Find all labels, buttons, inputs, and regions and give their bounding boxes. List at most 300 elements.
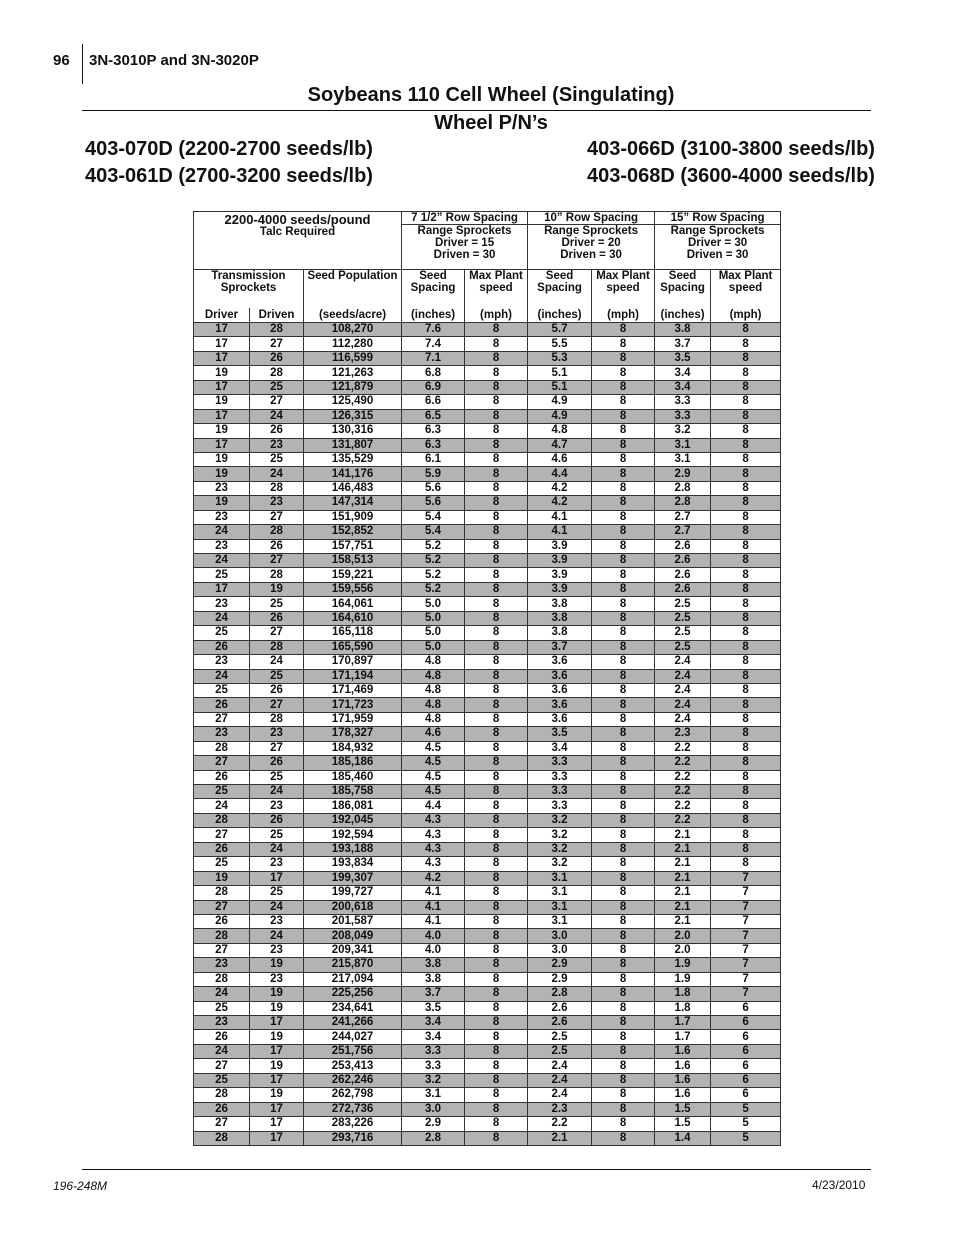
table-cell: 24: [194, 611, 250, 625]
table-cell: 165,590: [304, 640, 402, 654]
table-row: [194, 611, 781, 625]
table-cell: 8: [465, 1131, 528, 1145]
table-cell: 28: [250, 568, 304, 582]
table-cell: 8: [592, 438, 655, 452]
table-cell: 24: [250, 785, 304, 799]
driver-label: Driver = 20: [561, 237, 621, 249]
table-cell: 4.1: [402, 886, 465, 900]
table-cell: 17: [250, 1073, 304, 1087]
table-cell: 146,483: [304, 481, 402, 495]
table-row: [194, 452, 781, 466]
table-cell: 3.7: [402, 987, 465, 1001]
table-cell: 2.9: [528, 972, 592, 986]
table-cell: 26: [250, 424, 304, 438]
table-cell: 23: [250, 857, 304, 871]
table-cell: 2.2: [655, 785, 711, 799]
table-cell: 2.4: [528, 1073, 592, 1087]
table-cell: 4.5: [402, 770, 465, 784]
table-cell: 27: [194, 828, 250, 842]
table-cell: 8: [711, 698, 781, 712]
table-cell: 244,027: [304, 1030, 402, 1044]
table-cell: 8: [711, 467, 781, 481]
table-cell: 17: [250, 1044, 304, 1058]
table-cell: 1.9: [655, 972, 711, 986]
table-cell: 23: [194, 481, 250, 495]
table-cell: 3.2: [528, 857, 592, 871]
table-cell: 3.1: [402, 1088, 465, 1102]
table-cell: 23: [194, 510, 250, 524]
table-cell: 23: [194, 727, 250, 741]
table-cell: 8: [465, 1088, 528, 1102]
table-cell: 4.9: [528, 409, 592, 423]
table-cell: 8: [711, 669, 781, 683]
table-cell: 2.6: [655, 539, 711, 553]
table-cell: 184,932: [304, 741, 402, 755]
table-cell: 8: [592, 683, 655, 697]
table-cell: 241,266: [304, 1016, 402, 1030]
table-cell: 26: [250, 539, 304, 553]
table-cell: 8: [465, 452, 528, 466]
spacing-title: 10” Row Spacing: [528, 212, 654, 225]
table-cell: 19: [250, 582, 304, 596]
table-cell: 2.5: [528, 1030, 592, 1044]
table-cell: 5.2: [402, 539, 465, 553]
population-unit: (seeds/acre): [304, 308, 402, 323]
spacing-10-header: [528, 212, 655, 270]
table-cell: 8: [592, 568, 655, 582]
table-cell: 2.4: [655, 712, 711, 726]
table-cell: 17: [194, 438, 250, 452]
mph-unit: (mph): [592, 308, 655, 323]
table-cell: 2.4: [528, 1088, 592, 1102]
table-cell: 8: [592, 770, 655, 784]
table-cell: 8: [465, 958, 528, 972]
table-row: [194, 366, 781, 380]
table-cell: 8: [465, 438, 528, 452]
table-cell: 7: [711, 914, 781, 928]
seed-spacing-header: Seed Spacing: [528, 270, 592, 309]
table-cell: 19: [194, 871, 250, 885]
table-cell: 1.6: [655, 1059, 711, 1073]
table-cell: 24: [250, 842, 304, 856]
table-cell: 8: [465, 582, 528, 596]
table-cell: 2.6: [655, 582, 711, 596]
table-cell: 2.0: [655, 943, 711, 957]
table-cell: 199,727: [304, 886, 402, 900]
table-cell: 24: [194, 799, 250, 813]
table-cell: 26: [250, 683, 304, 697]
table-cell: 26: [194, 1102, 250, 1116]
table-cell: 3.1: [655, 438, 711, 452]
table-cell: 4.9: [528, 395, 592, 409]
table-cell: 8: [592, 929, 655, 943]
table-cell: 8: [465, 467, 528, 481]
table-cell: 121,263: [304, 366, 402, 380]
table-cell: 4.8: [528, 424, 592, 438]
table-cell: 25: [250, 828, 304, 842]
table-cell: 8: [711, 351, 781, 365]
table-cell: 8: [592, 1131, 655, 1145]
table-cell: 4.2: [402, 871, 465, 885]
table-cell: 6.3: [402, 438, 465, 452]
table-cell: 6: [711, 1016, 781, 1030]
table-cell: 2.6: [655, 554, 711, 568]
table-cell: 8: [465, 799, 528, 813]
table-cell: 293,716: [304, 1131, 402, 1145]
table-cell: 3.2: [528, 828, 592, 842]
table-cell: 8: [465, 1102, 528, 1116]
table-cell: 5: [711, 1102, 781, 1116]
table-cell: 8: [465, 640, 528, 654]
table-cell: 251,756: [304, 1044, 402, 1058]
spacing-15-header: [655, 212, 781, 270]
driven-label: Driven = 30: [686, 249, 749, 261]
table-row: [194, 424, 781, 438]
spacing-title: 15” Row Spacing: [655, 212, 780, 225]
table-cell: 2.9: [402, 1117, 465, 1131]
table-cell: 8: [465, 871, 528, 885]
table-cell: 5.0: [402, 597, 465, 611]
table-cell: 4.3: [402, 857, 465, 871]
table-cell: 5.1: [528, 380, 592, 394]
table-row: [194, 510, 781, 524]
table-cell: 4.8: [402, 683, 465, 697]
table-cell: 159,221: [304, 568, 402, 582]
table-cell: 25: [194, 857, 250, 871]
table-cell: 28: [250, 712, 304, 726]
table-cell: 4.7: [528, 438, 592, 452]
table-cell: 185,186: [304, 756, 402, 770]
table-cell: 5.0: [402, 640, 465, 654]
table-cell: 8: [465, 886, 528, 900]
table-cell: 8: [465, 914, 528, 928]
table-cell: 1.6: [655, 1044, 711, 1058]
table-cell: 25: [250, 452, 304, 466]
table-row: [194, 857, 781, 871]
table-cell: 19: [250, 1088, 304, 1102]
table-cell: 8: [711, 683, 781, 697]
page-number: 96: [53, 52, 70, 69]
table-cell: 19: [194, 452, 250, 466]
table-cell: 4.3: [402, 842, 465, 856]
table-cell: 2.0: [655, 929, 711, 943]
page-subtitle: Wheel P/N’s: [434, 112, 548, 134]
table-cell: 186,081: [304, 799, 402, 813]
table-cell: 5.1: [528, 366, 592, 380]
table-cell: 201,587: [304, 914, 402, 928]
doc-number: 196-248M: [53, 1179, 108, 1193]
table-cell: 2.4: [655, 683, 711, 697]
table-cell: 6: [711, 1044, 781, 1058]
table-cell: 8: [465, 828, 528, 842]
table-cell: 19: [250, 958, 304, 972]
table-cell: 3.6: [528, 669, 592, 683]
table-cell: 3.9: [528, 568, 592, 582]
table-cell: 3.2: [402, 1073, 465, 1087]
table-cell: 28: [250, 481, 304, 495]
table-cell: 8: [465, 929, 528, 943]
table-cell: 8: [592, 857, 655, 871]
table-cell: 8: [465, 756, 528, 770]
table-cell: 8: [465, 380, 528, 394]
table-cell: 26: [250, 611, 304, 625]
table-cell: 19: [250, 987, 304, 1001]
table-cell: 4.3: [402, 828, 465, 842]
table-cell: 28: [194, 929, 250, 943]
table-cell: 1.5: [655, 1117, 711, 1131]
table-cell: 25: [194, 785, 250, 799]
table-cell: 8: [592, 1102, 655, 1116]
table-cell: 8: [592, 323, 655, 337]
table-row: [194, 842, 781, 856]
table-row: [194, 785, 781, 799]
table-cell: 8: [711, 842, 781, 856]
table-cell: 8: [465, 1030, 528, 1044]
table-cell: 2.9: [655, 467, 711, 481]
table-cell: 17: [250, 1131, 304, 1145]
table-cell: 8: [711, 496, 781, 510]
table-cell: 23: [250, 972, 304, 986]
table-cell: 28: [194, 972, 250, 986]
table-cell: 26: [194, 1030, 250, 1044]
table-cell: 28: [194, 813, 250, 827]
table-cell: 1.6: [655, 1073, 711, 1087]
table-row: [194, 409, 781, 423]
group-title: 2200-4000 seeds/pound: [224, 212, 371, 227]
table-cell: 24: [250, 467, 304, 481]
table-cell: 2.1: [528, 1131, 592, 1145]
table-row: [194, 741, 781, 755]
table-cell: 25: [250, 770, 304, 784]
table-cell: 8: [465, 568, 528, 582]
table-cell: 3.7: [655, 337, 711, 351]
table-row: [194, 828, 781, 842]
header-divider: [82, 44, 83, 84]
table-cell: 8: [465, 1073, 528, 1087]
table-cell: 8: [465, 424, 528, 438]
table-cell: 3.4: [655, 380, 711, 394]
table-row: [194, 871, 781, 885]
table-cell: 8: [465, 770, 528, 784]
table-cell: 2.1: [655, 857, 711, 871]
table-cell: 8: [465, 813, 528, 827]
table-cell: 2.2: [528, 1117, 592, 1131]
table-cell: 8: [465, 481, 528, 495]
table-cell: 23: [194, 539, 250, 553]
driver-label: Driver = 30: [687, 237, 748, 249]
table-cell: 2.4: [655, 669, 711, 683]
part-number: 403-061D (2700-3200 seeds/lb): [85, 165, 373, 187]
table-cell: 2.2: [655, 741, 711, 755]
table-cell: 25: [250, 380, 304, 394]
table-cell: 3.1: [528, 900, 592, 914]
table-row: [194, 914, 781, 928]
table-row: [194, 1030, 781, 1044]
table-cell: 3.0: [528, 943, 592, 957]
table-cell: 8: [592, 351, 655, 365]
table-cell: 5.3: [528, 351, 592, 365]
table-cell: 3.4: [402, 1030, 465, 1044]
table-row: [194, 467, 781, 481]
table-cell: 2.1: [655, 900, 711, 914]
table-cell: 3.8: [402, 958, 465, 972]
table-row: [194, 972, 781, 986]
range-label: Range Sprockets: [417, 225, 512, 237]
table-cell: 164,610: [304, 611, 402, 625]
table-cell: 8: [465, 842, 528, 856]
table-cell: 8: [711, 813, 781, 827]
table-cell: 8: [465, 655, 528, 669]
table-cell: 2.9: [528, 958, 592, 972]
table-cell: 4.0: [402, 943, 465, 957]
table-row: [194, 640, 781, 654]
table-cell: 7: [711, 943, 781, 957]
table-cell: 159,556: [304, 582, 402, 596]
table-cell: 19: [194, 395, 250, 409]
table-row: [194, 351, 781, 365]
table-cell: 185,460: [304, 770, 402, 784]
table-row: [194, 1001, 781, 1015]
table-cell: 25: [194, 1073, 250, 1087]
part-numbers-left: [85, 136, 373, 190]
table-cell: 185,758: [304, 785, 402, 799]
table-cell: 8: [592, 886, 655, 900]
table-cell: 28: [250, 366, 304, 380]
part-number: 403-070D (2200-2700 seeds/lb): [85, 138, 373, 160]
table-cell: 4.8: [402, 712, 465, 726]
table-cell: 8: [465, 366, 528, 380]
table-row: [194, 539, 781, 553]
table-cell: 4.8: [402, 655, 465, 669]
table-cell: 8: [592, 597, 655, 611]
table-cell: 3.6: [528, 683, 592, 697]
table-cell: 24: [194, 554, 250, 568]
table-row: [194, 481, 781, 495]
table-cell: 1.4: [655, 1131, 711, 1145]
table-row: [194, 958, 781, 972]
table-row: [194, 395, 781, 409]
table-cell: 25: [250, 597, 304, 611]
table-cell: 27: [250, 626, 304, 640]
table-cell: 8: [465, 1044, 528, 1058]
table-cell: 3.5: [655, 351, 711, 365]
table-cell: 3.8: [655, 323, 711, 337]
table-row: [194, 756, 781, 770]
table-row: [194, 669, 781, 683]
table-cell: 8: [592, 669, 655, 683]
table-cell: 8: [592, 727, 655, 741]
table-cell: 5.6: [402, 496, 465, 510]
table-cell: 2.2: [655, 813, 711, 827]
table-cell: 8: [592, 756, 655, 770]
table-cell: 8: [711, 785, 781, 799]
group-header: [194, 212, 402, 270]
table-cell: 8: [592, 655, 655, 669]
table-cell: 8: [592, 640, 655, 654]
table-cell: 108,270: [304, 323, 402, 337]
table-cell: 8: [592, 452, 655, 466]
table-cell: 3.2: [655, 424, 711, 438]
part-number: 403-068D (3600-4000 seeds/lb): [587, 165, 875, 187]
table-cell: 8: [592, 525, 655, 539]
table-cell: 25: [194, 1001, 250, 1015]
inches-unit: (inches): [528, 308, 592, 323]
table-cell: 6.6: [402, 395, 465, 409]
table-cell: 8: [711, 395, 781, 409]
table-cell: 2.1: [655, 914, 711, 928]
table-cell: 8: [465, 698, 528, 712]
table-cell: 7: [711, 871, 781, 885]
table-cell: 4.0: [402, 929, 465, 943]
table-cell: 165,118: [304, 626, 402, 640]
table-cell: 2.4: [655, 655, 711, 669]
table-cell: 5.4: [402, 525, 465, 539]
table-body: [194, 323, 781, 1146]
table-cell: 170,897: [304, 655, 402, 669]
table-cell: 178,327: [304, 727, 402, 741]
table-cell: 8: [592, 1044, 655, 1058]
table-cell: 8: [592, 539, 655, 553]
table-cell: 27: [250, 554, 304, 568]
table-cell: 147,314: [304, 496, 402, 510]
table-row: [194, 323, 781, 337]
table-cell: 8: [711, 640, 781, 654]
table-cell: 3.0: [402, 1102, 465, 1116]
table-cell: 8: [465, 554, 528, 568]
model-title: 3N-3010P and 3N-3020P: [89, 52, 259, 69]
table-cell: 26: [250, 756, 304, 770]
table-cell: 25: [194, 568, 250, 582]
inches-unit: (inches): [402, 308, 465, 323]
table-cell: 8: [592, 900, 655, 914]
table-cell: 17: [250, 871, 304, 885]
table-row: [194, 1088, 781, 1102]
table-cell: 8: [465, 712, 528, 726]
table-cell: 8: [465, 987, 528, 1001]
table-cell: 8: [592, 785, 655, 799]
table-cell: 8: [592, 554, 655, 568]
table-cell: 8: [592, 987, 655, 1001]
table-cell: 7.4: [402, 337, 465, 351]
table-cell: 4.5: [402, 785, 465, 799]
table-cell: 17: [194, 337, 250, 351]
table-cell: 8: [592, 496, 655, 510]
table-cell: 151,909: [304, 510, 402, 524]
table-cell: 8: [465, 943, 528, 957]
table-cell: 2.6: [528, 1016, 592, 1030]
table-cell: 26: [250, 813, 304, 827]
table-cell: 192,594: [304, 828, 402, 842]
table-cell: 4.1: [402, 900, 465, 914]
max-speed-header: Max Plant speed: [592, 270, 655, 309]
table-cell: 8: [711, 756, 781, 770]
table-cell: 262,798: [304, 1088, 402, 1102]
table-cell: 8: [592, 712, 655, 726]
table-cell: 8: [592, 1001, 655, 1015]
table-cell: 2.8: [655, 496, 711, 510]
table-cell: 8: [592, 380, 655, 394]
table-row: [194, 525, 781, 539]
table-cell: 8: [592, 698, 655, 712]
table-cell: 112,280: [304, 337, 402, 351]
table-cell: 8: [592, 366, 655, 380]
table-cell: 8: [465, 539, 528, 553]
mph-unit: (mph): [711, 308, 781, 323]
table-cell: 2.5: [528, 1044, 592, 1058]
table-cell: 23: [250, 914, 304, 928]
table-cell: 19: [250, 1030, 304, 1044]
table-cell: 8: [592, 958, 655, 972]
